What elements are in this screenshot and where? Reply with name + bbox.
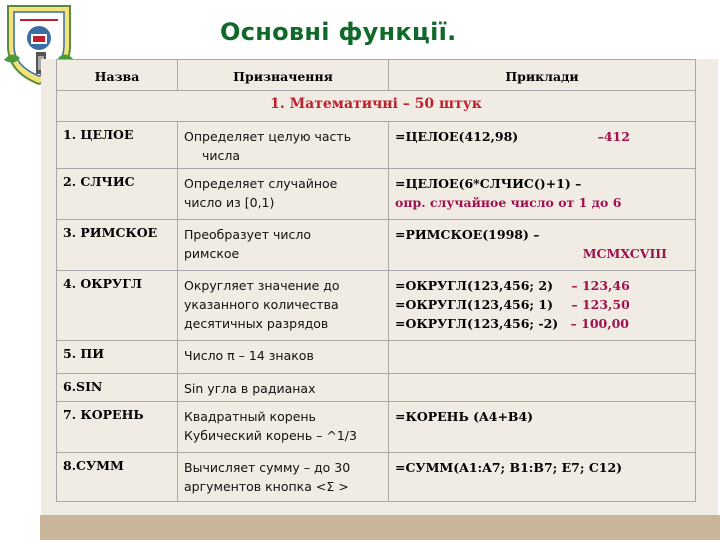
header-name: Назва [57, 60, 178, 91]
section-row [57, 91, 696, 122]
description-line: Определяет целую часть [184, 129, 352, 144]
page-title: Основні функції. [220, 18, 457, 46]
header-examples: Приклади [389, 60, 696, 91]
description-line: Округляет значение до [184, 278, 340, 293]
function-name: 8.СУММ [57, 453, 178, 502]
table-row [57, 402, 696, 453]
table-row [57, 453, 696, 502]
function-description: Число π – 14 знаков [178, 341, 389, 374]
function-description [178, 122, 389, 169]
function-example [389, 271, 696, 341]
description-line: Определяет случайное [184, 176, 338, 191]
example-result: MCMXCVIII [582, 246, 667, 261]
description-line: римское [184, 246, 240, 261]
function-name: 2. СЛЧИС [57, 169, 178, 220]
example-formula: =ОКРУГЛ(123,456; -2) [395, 316, 559, 331]
function-name: 7. КОРЕНЬ [57, 402, 178, 453]
example-formula: =РИМСКОЕ(1998) – [395, 227, 540, 242]
example-result: – 100,00 [570, 316, 629, 331]
example-line [395, 314, 689, 333]
function-example [389, 341, 696, 374]
table-row [57, 374, 696, 402]
table-row [57, 220, 696, 271]
table-row [57, 169, 696, 220]
description-line: Квадратный корень [184, 409, 316, 424]
description-line: десятичных разрядов [184, 316, 329, 331]
function-example: =КОРЕНЬ (A4+B4) [389, 402, 696, 453]
example-result: – 123,46 [571, 278, 630, 293]
description-line: указанного количества [184, 297, 339, 312]
example-result: – 123,50 [571, 297, 630, 312]
example-formula: =ЦЕЛОЕ(6*СЛЧИС()+1) – [395, 176, 582, 191]
table-row [57, 341, 696, 374]
description-line: Преобразует число [184, 227, 311, 242]
function-description [178, 453, 389, 502]
table-row [57, 122, 696, 169]
function-description [178, 271, 389, 341]
function-description [178, 169, 389, 220]
example-formula: =ОКРУГЛ(123,456; 2) [395, 278, 553, 293]
function-description: Sin угла в радианах [178, 374, 389, 402]
table-row [57, 271, 696, 341]
function-example: =СУММ(A1:A7; B1:B7; E7; C12) [389, 453, 696, 502]
function-example [389, 374, 696, 402]
table-header-row [57, 60, 696, 91]
function-name: 6.SIN [57, 374, 178, 402]
example-result: –412 [597, 129, 630, 144]
function-example [389, 122, 696, 169]
example-formula: =ЦЕЛОЕ(412,98) [395, 129, 519, 144]
section-title: 1. Математичні – 50 штук [57, 91, 696, 122]
example-line [395, 127, 689, 146]
function-name: 5. ПИ [57, 341, 178, 374]
functions-table [56, 59, 696, 502]
left-margin [0, 60, 40, 540]
description-line: числа [202, 148, 241, 163]
description-line: число из [0,1) [184, 195, 275, 210]
bottom-band [40, 515, 720, 540]
function-name: 1. ЦЕЛОЕ [57, 122, 178, 169]
function-description [178, 220, 389, 271]
function-name: 4. ОКРУГЛ [57, 271, 178, 341]
example-formula: =ОКРУГЛ(123,456; 1) [395, 297, 553, 312]
example-result: опр. случайное число от 1 до 6 [395, 195, 622, 210]
description-line: аргументов кнопка <Σ > [184, 479, 349, 494]
function-example [389, 169, 696, 220]
header-purpose: Призначення [178, 60, 389, 91]
description-line: Кубический корень – ^1/3 [184, 428, 357, 443]
example-line [395, 276, 689, 295]
function-example [389, 220, 696, 271]
example-line [395, 295, 689, 314]
function-name: 3. РИМСКОЕ [57, 220, 178, 271]
description-line: Вычисляет сумму – до 30 [184, 460, 351, 475]
function-description [178, 402, 389, 453]
